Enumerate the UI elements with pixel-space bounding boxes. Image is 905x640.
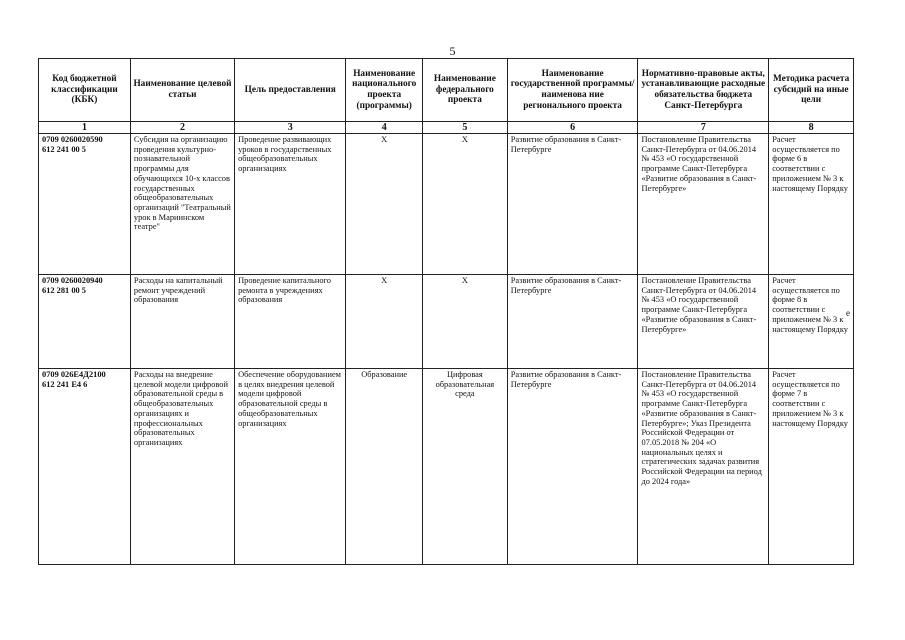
federal-project-cell: X [422, 275, 507, 369]
national-project-cell: X [346, 275, 423, 369]
kbk-cell: 0709 0260020590 612 241 00 5 [39, 134, 131, 275]
column-number: 3 [235, 122, 346, 134]
header-row [39, 59, 854, 122]
table-row [39, 369, 854, 565]
column-number: 2 [130, 122, 234, 134]
article-cell: Субсидия на организацию проведения культурно-познавательной программы для обучающихся 10-х классов государственных общеобразовательных организаций "Театральный урок в Мариинском театре" [130, 134, 234, 275]
kbk-cell: 0709 0260020940 612 281 00 5 [39, 275, 131, 369]
column-number: 6 [507, 122, 638, 134]
col-header-federal-project: Наименование федерального проекта [422, 59, 507, 122]
kbk-cell: 0709 026Е4Д2100 612 241 Е4 6 [39, 369, 131, 565]
article-cell: Расходы на внедрение целевой модели цифровой образовательной среды в общеобразовательных организациях и профессиональных образовательных организациях [130, 369, 234, 565]
col-header-kbk: Код бюджетной классификации (КБК) [39, 59, 131, 122]
column-number: 7 [638, 122, 769, 134]
legal-acts-cell: Постановление Правительства Санкт-Петербурга от 04.06.2014 № 453 «О государственной программе Санкт-Петербурга «Развитие образования в Санкт-Петербурге»; Указ Президента Российской Федерации от 07.05.2018 № 204 «О национальных целях и стратегических задачах развития Российской Федерации на период до 2024 года» [638, 369, 769, 565]
col-header-program: Наименование государственной программы/наименова ние регионального проекта [507, 59, 638, 122]
column-number: 4 [346, 122, 423, 134]
table-row [39, 275, 854, 369]
purpose-cell: Проведение развивающих уроков в государственных общеобразовательных организациях [235, 134, 346, 275]
col-header-national-project: Наименование национального проекта (программы) [346, 59, 423, 122]
federal-project-cell: X [422, 134, 507, 275]
program-cell: Развитие образования в Санкт-Петербурге [507, 134, 638, 275]
legal-acts-cell: Постановление Правительства Санкт-Петербурга от 04.06.2014 № 453 «О государственной программе Санкт-Петербурга «Развитие образования в Санкт-Петербурге» [638, 134, 769, 275]
article-cell: Расходы на капитальный ремонт учреждений образования [130, 275, 234, 369]
national-project-cell: X [346, 134, 423, 275]
col-header-legal-acts: Нормативно-правовые акты, устанавливающие расходные обязательства бюджета Санкт-Петербурга [638, 59, 769, 122]
budget-subsidy-table [38, 58, 854, 565]
legal-acts-cell: Постановление Правительства Санкт-Петербурга от 04.06.2014 № 453 «О государственной программе Санкт-Петербурга «Развитие образования в Санкт-Петербурге» [638, 275, 769, 369]
page-number: 5 [449, 44, 456, 58]
method-cell: Расчет осуществляется по форме 6 в соответствии с приложением № 3 к настоящему Порядку [769, 134, 854, 275]
col-header-method: Методика расчета субсидий на иные цели [769, 59, 854, 122]
col-header-purpose: Цель предоставления [235, 59, 346, 122]
column-number: 5 [422, 122, 507, 134]
program-cell: Развитие образования в Санкт-Петербурге [507, 369, 638, 565]
national-project-cell: Образование [346, 369, 423, 565]
table-row [39, 134, 854, 275]
program-cell: Развитие образования в Санкт-Петербурге [507, 275, 638, 369]
column-number: 8 [769, 122, 854, 134]
purpose-cell: Обеспечение оборудованием в целях внедрения целевой модели цифровой образовательной среды в общеобразовательных организациях [235, 369, 346, 565]
purpose-cell: Проведение капитального ремонта в учреждениях образования [235, 275, 346, 369]
method-cell: Расчет осуществляется по форме 7 в соответствии с приложением № 3 к настоящему Порядку [769, 369, 854, 565]
federal-project-cell: Цифровая образовательная среда [422, 369, 507, 565]
column-number: 1 [39, 122, 131, 134]
method-cell: Расчет осуществляется по форме 8 в соответствии с приложением № 3 к настоящему Порядку [769, 275, 854, 369]
margin-mark: е [846, 308, 850, 318]
column-number-row [39, 122, 854, 134]
col-header-article: Наименование целевой статьи [130, 59, 234, 122]
